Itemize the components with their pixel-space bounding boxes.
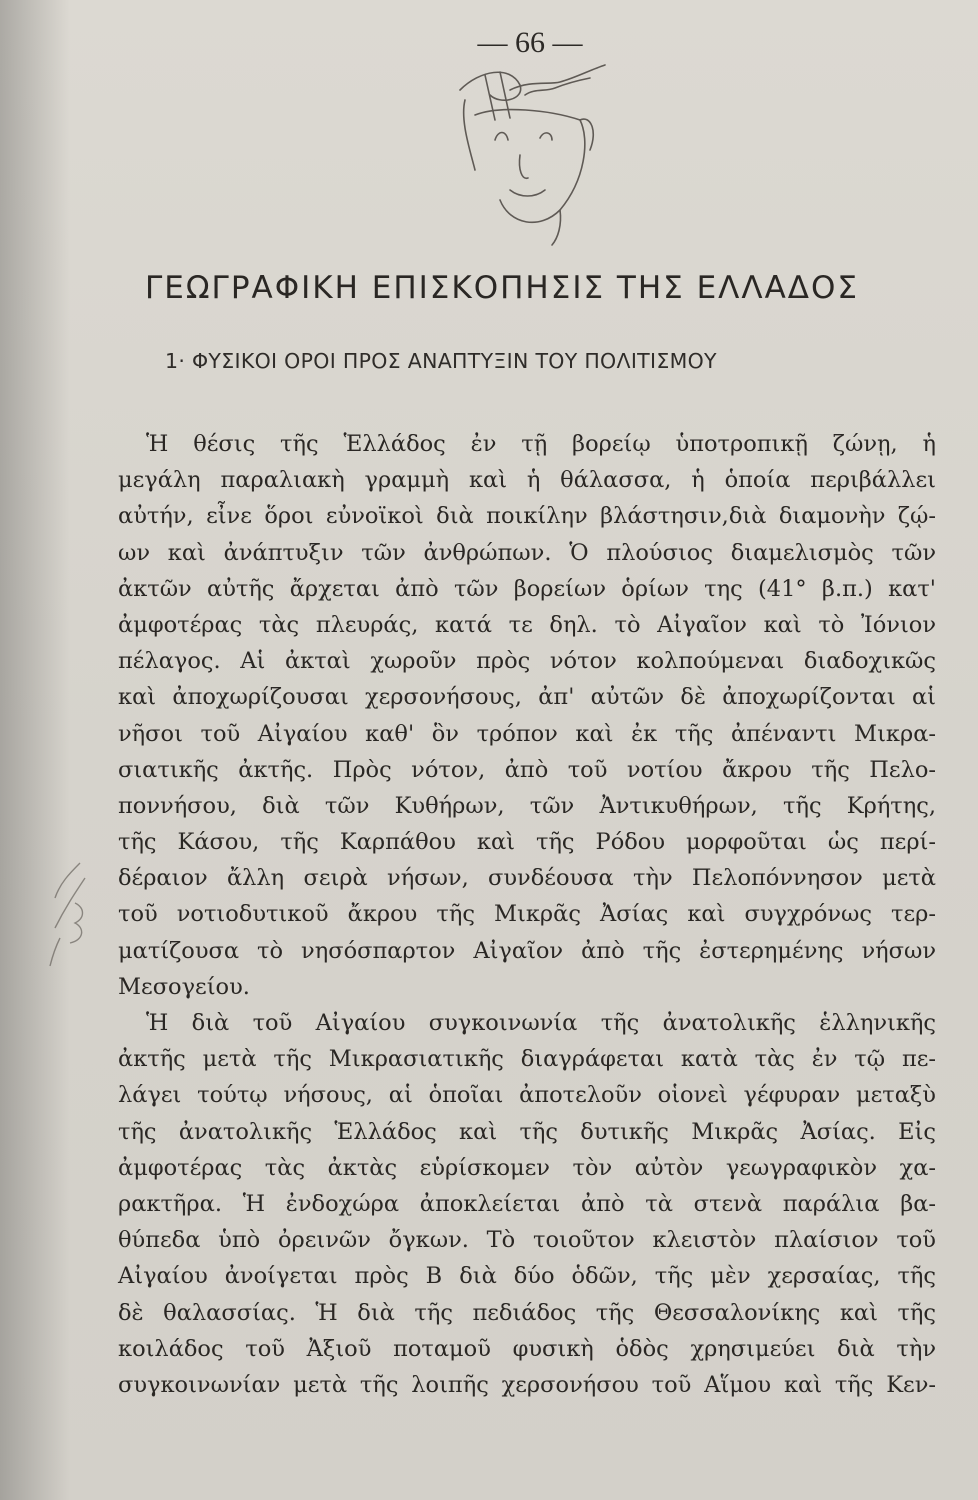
text-line: λάγει τούτῳ νήσους, αἱ ὁποῖαι ἀποτελοῦν οἱονεὶ γέφυραν μεταξὺ [118, 1082, 936, 1109]
text-line: ἀκτῆς μετὰ τῆς Μικρασιατικῆς διαγράφεται κατὰ τὰς ἐν τῷ πε- [118, 1046, 936, 1073]
text-line: τοῦ νοτιοδυτικοῦ ἄκρου τῆς Μικρᾶς Ἀσίας καὶ συγχρόνως τερ- [118, 901, 936, 928]
text-line: κοιλάδος τοῦ Ἀξιοῦ ποταμοῦ φυσικὴ ὁδὸς χρησιμεύει διὰ τὴν [118, 1335, 936, 1362]
text-line: ματίζουσα τὸ νησόσπαρτον Αἰγαῖον ἀπὸ τῆς ἐστερημένης νήσων [118, 937, 936, 964]
body-text [118, 426, 936, 1403]
chapter-title: ΓΕΩΓΡΑΦΙΚΗ ΕΠΙΣΚΟΠΗΣΙΣ ΤΗΣ ΕΛΛΑΔΟΣ [145, 270, 859, 306]
text-line: ρακτῆρα. Ἡ ἐνδοχώρα ἀποκλείεται ἀπὸ τὰ στενὰ παράλια βα- [118, 1190, 936, 1217]
handwritten-signature [440, 60, 620, 250]
text-line: ἀμφοτέρας τὰς πλευράς, κατά τε δηλ. τὸ Αἰγαῖον καὶ τὸ Ἰόνιον [118, 611, 936, 638]
text-line: μεγάλη παραλιακὴ γραμμὴ καὶ ἡ θάλασσα, ἡ ὁποία περιβάλλει [118, 467, 936, 494]
text-line: συγκοινωνίαν μετὰ τῆς λοιπῆς χερσονήσου τοῦ Αἵμου καὶ τῆς Κεν- [118, 1371, 936, 1398]
text-line: δὲ θαλασσίας. Ἡ διὰ τῆς πεδιάδος τῆς Θεσσαλονίκης καὶ τῆς [118, 1299, 936, 1326]
text-line: Ἡ θέσις τῆς Ἑλλάδος ἐν τῇ βορείῳ ὑποτροπικῇ ζώνῃ, ἡ [146, 431, 936, 457]
margin-scribble [40, 858, 100, 968]
page-number: — 66 — [477, 26, 583, 59]
text-line: τῆς ἀνατολικῆς Ἑλλάδος καὶ τῆς δυτικῆς Μικρᾶς Ἀσίας. Εἰς [118, 1118, 936, 1145]
text-line: δέραιον ἄλλη σειρὰ νήσων, συνδέουσα τὴν Πελοπόννησον μετὰ [118, 865, 936, 892]
text-line: Ἡ διὰ τοῦ Αἰγαίου συγκοινωνία τῆς ἀνατολικῆς ἑλληνικῆς [146, 1010, 936, 1036]
section-heading: 1· ΦΥΣΙΚΟΙ ΟΡΟΙ ΠΡΟΣ ΑΝΑΠΤΥΞΙΝ ΤΟΥ ΠΟΛΙΤΙΣΜΟΥ [165, 349, 717, 373]
text-line: ἀκτῶν αὐτῆς ἄρχεται ἀπὸ τῶν βορείων ὁρίων της (41° β.π.) κατ' [118, 575, 936, 602]
text-line: ων καὶ ἀνάπτυξιν τῶν ἀνθρώπων. Ὁ πλούσιος διαμελισμὸς τῶν [118, 539, 936, 566]
text-line: τῆς Κάσου, τῆς Καρπάθου καὶ τῆς Ρόδου μορφοῦται ὡς περί- [118, 829, 936, 856]
page-gutter-shadow [0, 0, 70, 1500]
text-line: θύπεδα ὑπὸ ὀρεινῶν ὄγκων. Τὸ τοιοῦτον κλειστὸν πλαίσιον τοῦ [118, 1227, 936, 1254]
text-line: Αἰγαίου ἀνοίγεται πρὸς Β διὰ δύο ὁδῶν, τῆς μὲν χερσαίας, τῆς [118, 1263, 936, 1290]
text-line: Μεσογείου. [118, 973, 250, 1000]
text-line: νῆσοι τοῦ Αἰγαίου καθ' ὃν τρόπον καὶ ἐκ τῆς ἀπέναντι Μικρα- [118, 720, 936, 747]
text-line: καὶ ἀποχωρίζουσαι χερσονήσους, ἀπ' αὐτῶν δὲ ἀποχωρίζονται αἱ [118, 684, 936, 711]
text-line: ποννήσου, διὰ τῶν Κυθήρων, τῶν Ἀντικυθήρων, τῆς Κρήτης, [118, 792, 936, 819]
text-line: ἀμφοτέρας τὰς ἀκτὰς εὑρίσκομεν τὸν αὐτὸν γεωγραφικὸν χα- [118, 1154, 936, 1181]
text-line: πέλαγος. Αἱ ἀκταὶ χωροῦν πρὸς νότον κολπούμεναι διαδοχικῶς [118, 648, 936, 675]
text-line: σιατικῆς ἀκτῆς. Πρὸς νότον, ἀπὸ τοῦ νοτίου ἄκρου τῆς Πελο- [118, 756, 936, 783]
text-line: αὐτήν, εἶνε ὅροι εὐνοϊκοὶ διὰ ποικίλην βλάστησιν,διὰ διαμονὴν ζῴ- [118, 503, 936, 530]
